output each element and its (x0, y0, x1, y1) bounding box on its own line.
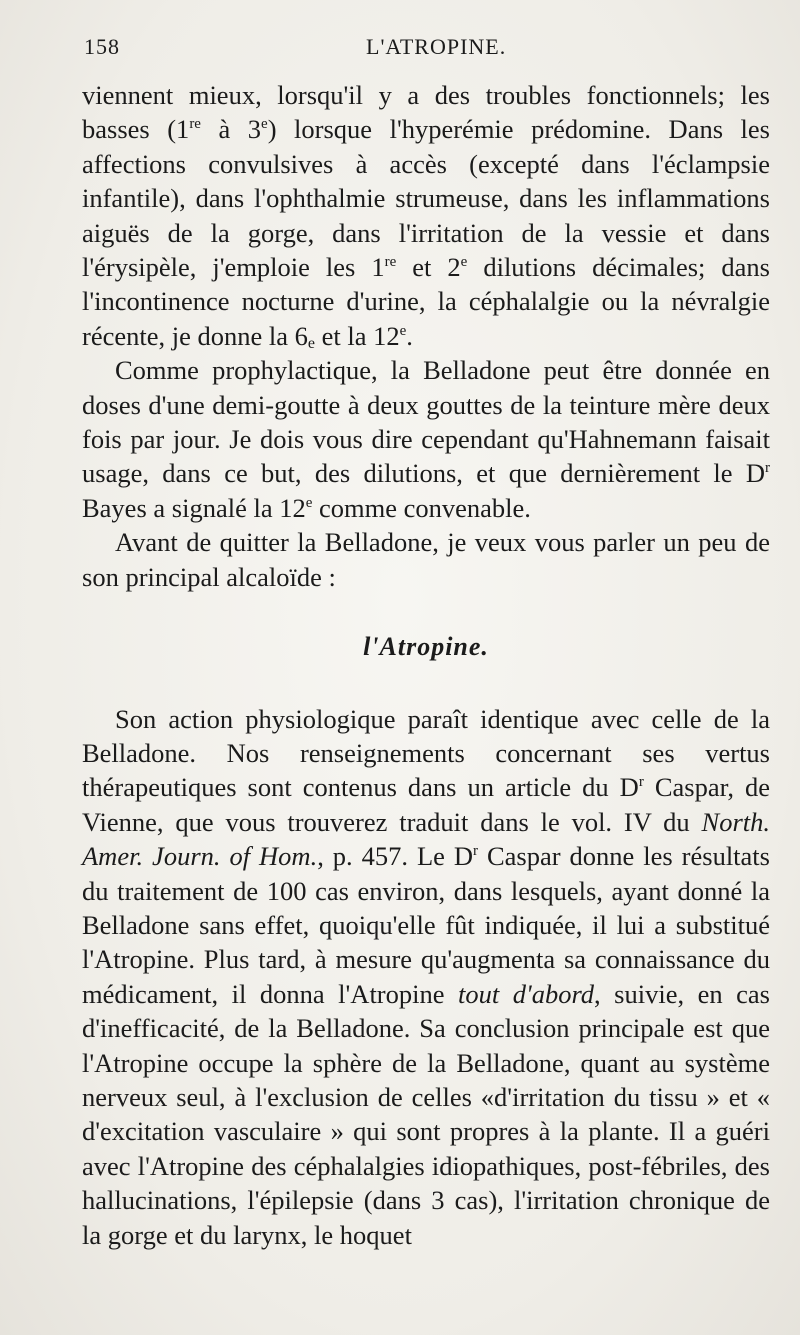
paragraph: Avant de quitter la Belladone, je veux vous parler un peu de son principal alcaloïde : (82, 527, 770, 592)
superscript: r (473, 843, 479, 860)
superscript: re (189, 116, 201, 133)
superscript: e (261, 116, 268, 133)
page-number: 158 (84, 34, 120, 59)
subscript: e (307, 334, 315, 352)
running-title: L'ATROPINE. (366, 34, 507, 59)
paragraph: viennent mieux, lorsqu'il y a des troubles fonctionnels; les basses (1re à 3e) lorsque l'hyperémie prédomine. Dans les affections convulsives à accès (excepté dans l'éclampsie infantile), dans l'ophthalmie strumeuse, dans les inflammations aiguës de la gorge, dans l'irritation de la vessie et dans l'érysipèle, j'emploie les 1re et 2e dilutions décimales; dans l'incontinence nocturne d'urine, la céphalalgie ou la névralgie récente, je donne la $6_e$ et la 12e. (82, 80, 770, 352)
superscript: e (460, 254, 468, 271)
body-text (82, 78, 770, 1252)
superscript: e (399, 322, 407, 339)
italic-text: tout d'abord (458, 978, 595, 1009)
superscript: e (305, 494, 313, 511)
section-heading: l'Atropine. (363, 632, 489, 662)
paragraph: Son action physiologique paraît identique avec celle de la Belladone. Nos renseignements concernant ses vertus thérapeutiques sont contenus dans un article du $D^r$ Caspar, de Vienne, que vous trouverez traduit dans le vol. IV du North. Amer. Journ. of Hom., p. 457. Le $D^r$ Caspar donne les résultats du traitement de 100 cas environ, dans lesquels, ayant donné la Belladone sans effet, quoiqu'elle fût indiquée, il lui a substitué l'Atropine. Plus tard, à mesure qu'augmenta sa connaissance du médicament, il donna l'Atropine tout d'abord, suivie, en cas d'inefficacité, de la Belladone. Sa conclusion principale est que l'Atropine occupe la sphère de la Belladone, quant au système nerveux seul, à l'exclusion de celles «d'irritation du tissu » et « d'excitation vasculaire » qui sont propres à la plante. Il a guéri avec l'Atropine des céphalalgies idiopathiques, post-fébriles, des hallucinations, l'épilepsie (dans 3 cas), l'irritation chronique de la gorge et du larynx, le hoquet (82, 703, 770, 1250)
superscript: re (384, 254, 397, 271)
superscript: r (638, 774, 644, 791)
page-header (84, 34, 764, 70)
paragraph: Comme prophylactique, la Belladone peut être donnée en doses d'une demi-goutte à deux gouttes de la teinture mère deux fois par jour. Je dois vous dire cependant qu'Hahnemann faisait usage, dans ce but, des dilutions, et que dernièrement le $D^r$ Bayes a signalé la 12e comme convenable. (82, 355, 770, 523)
superscript: r (765, 460, 770, 477)
italic-text: North. Amer. Journ. of Hom. (82, 806, 770, 872)
